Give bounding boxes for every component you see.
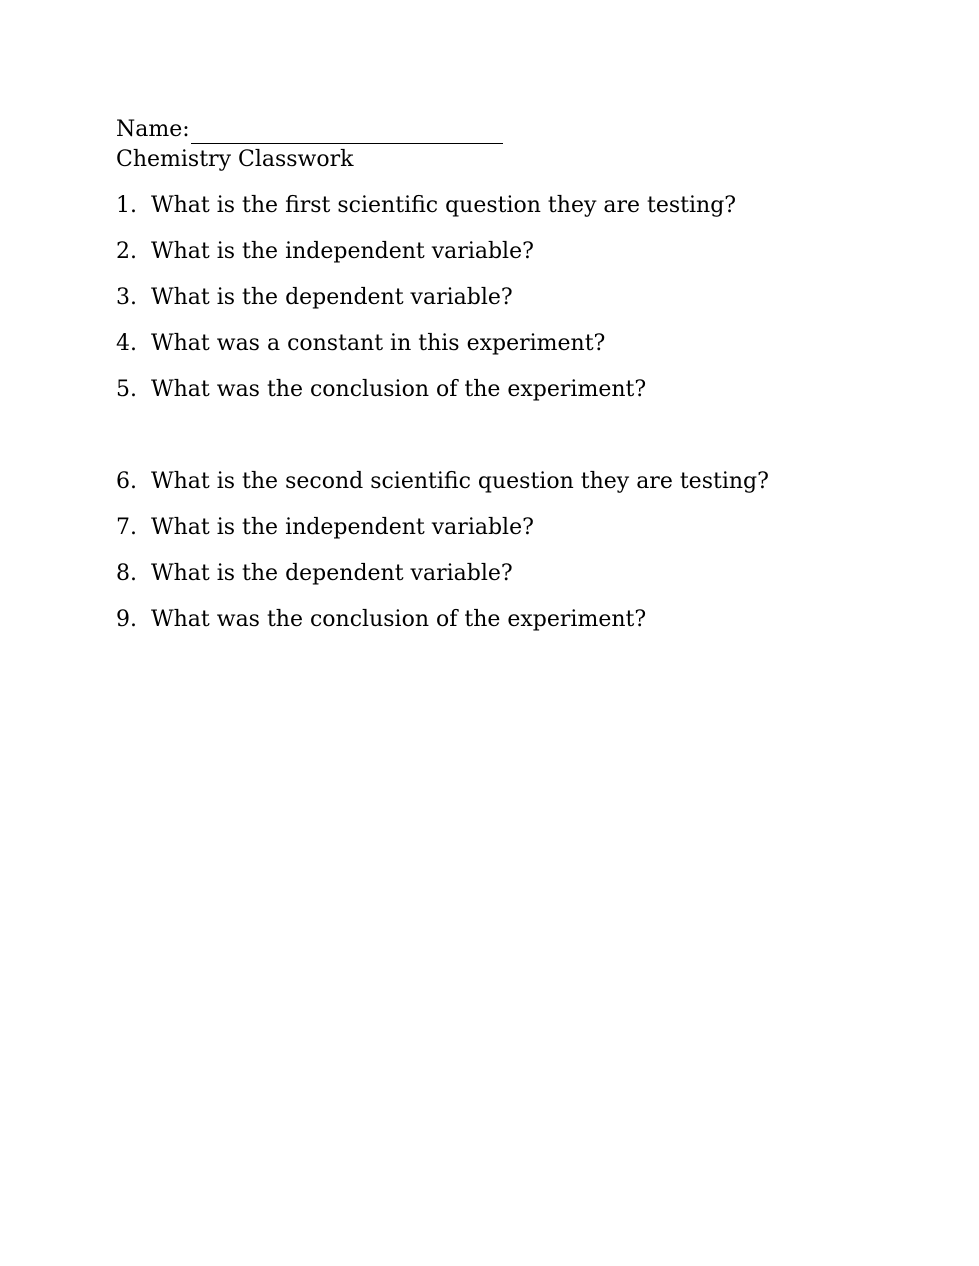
question-item — [116, 237, 876, 267]
question-item — [116, 329, 876, 359]
question-number: 3. — [116, 285, 137, 310]
name-blank-line — [191, 143, 503, 144]
question-number: 8. — [116, 561, 137, 586]
question-number: 2. — [116, 239, 137, 264]
question-text: What is the dependent variable? — [151, 285, 513, 310]
question-number: 4. — [116, 331, 137, 356]
question-item — [116, 191, 876, 221]
question-text: What was the conclusion of the experiment? — [151, 607, 647, 632]
name-field-row — [116, 115, 876, 145]
question-text: What was a constant in this experiment? — [151, 331, 606, 356]
name-label: Name: — [116, 117, 190, 142]
document-title: Chemistry Classwork — [116, 147, 354, 172]
question-number: 5. — [116, 377, 137, 402]
question-text: What is the dependent variable? — [151, 561, 513, 586]
document-content — [116, 115, 876, 635]
question-item — [116, 513, 876, 543]
question-number: 7. — [116, 515, 137, 540]
question-item — [116, 375, 876, 405]
question-item — [116, 467, 876, 497]
question-item — [116, 283, 876, 313]
question-item — [116, 559, 876, 589]
question-text: What was the conclusion of the experiment? — [151, 377, 647, 402]
question-number: 6. — [116, 469, 137, 494]
question-list — [116, 191, 876, 635]
question-number: 1. — [116, 193, 137, 218]
question-item — [116, 605, 876, 635]
question-number: 9. — [116, 607, 137, 632]
question-text: What is the second scientific question they are testing? — [151, 469, 769, 494]
question-text: What is the first scientific question they are testing? — [151, 193, 737, 218]
question-text: What is the independent variable? — [151, 515, 534, 540]
question-text: What is the independent variable? — [151, 239, 534, 264]
